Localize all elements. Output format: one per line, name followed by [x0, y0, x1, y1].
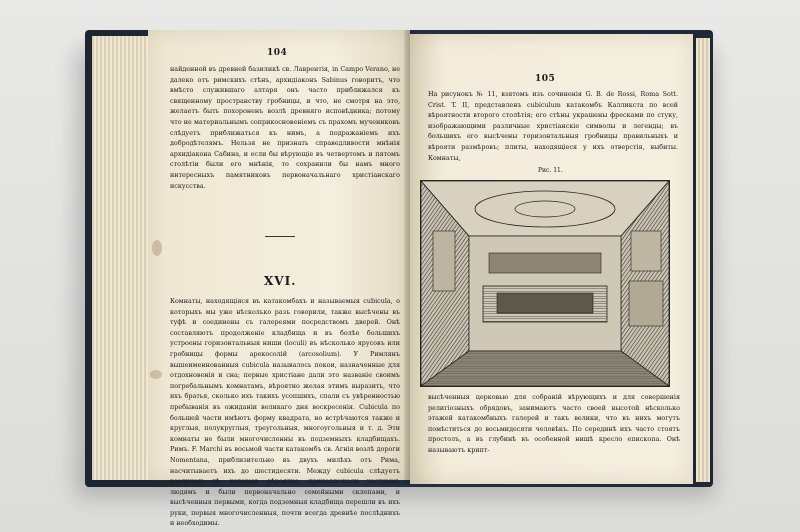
left-top-paragraph: найденной въ древней базиликѣ св. Лаврентія, in Campo Verano, не далеко отъ римскихъ стѣнъ, архидіаконъ Sabinus говоритъ, что вмѣсто служившаго алтаря онъ часто приближался къ священному пространству гробницы, и что, не смотря на это, желаетъ быть похороненъ возлѣ древняго исповѣдника; потому что не материальнымъ соприкосновеніемъ съ прахомъ мучениковъ слѣдуетъ приближаться къ нимъ, а подражаніемъ ихъ добродѣтелямъ. Нельзя не признать справедливости мнѣнія архидіакона Сабина, и если бы вѣрующіе въ четвертомъ и пятомъ столѣтіи были его мнѣнія, то сохранили бы намъ много интересныхъ памятниковъ первоначальнаго христіанскаго искусства.: [170, 65, 400, 190]
left-page: [148, 30, 410, 528]
section-heading: XVI.: [264, 274, 297, 288]
page-number-right: 105: [535, 74, 556, 84]
page-number-left: 104: [267, 48, 288, 58]
left-body-paragraph: Комнаты, находящіяся въ катакомбахъ и называемыя cubicula, о которыхъ мы уже нѣсколько разъ говорили, также высѣчены въ туфѣ и соединены съ галереями посредствомъ дверей. Онѣ составляютъ продолженіе кладбища и въ болѣе большихъ устроены горизонтальныя ниши (loculi) въ нѣсколько ярусовъ или гробницы формы арекосолій (arcosolium). У Римлянъ вышеименнованныя cubicula называлось покои, назначенные для отдохновенія и сна; первые христіане дали это названіе своимъ погребальнымъ комнатамъ, вѣроятно желая этимъ выразить, что ихъ братья, сколько ихъ такихъ усопшихъ, спали съ увѣренностью пребыванія въ ожиданіи великаго дня воскресенія. Cubicula по большей части имѣютъ форму квадрата, но встрѣчаются также и круглыя, полукруглыя, треугольныя, многоугольныя и т. д. Эти комнаты не были многочисленны въ подземныхъ кладбищахъ. Римъ. F. Marchi въ восьмой части катакомбъ св. Агнія возлѣ дороги Nomentana, приблизительно въ двухъ милѣхъ отъ Рима, насчитываетъ ихъ до шестидесяти. Между cubicula слѣдуетъ различать тѣ, которыя, вѣроятно, принадлежали частнымъ людямъ и были первоначально семейными склепами, и высѣченныя первыми, когда подземныя кладбища перешли въ ихъ руки, первыя многочисленныя, почти всегда древнѣе послѣднихъ и необходимы.: [170, 297, 400, 528]
page-stain: [152, 240, 162, 256]
right-bottom-paragraph: высѣченныя церковью для собраній вѣрующихъ и для совершенія религіозныхъ обрядовъ, занимаютъ часто своей высотой нѣсколько этажей катакомбныхъ галерей и такъ велики, что въ нихъ могутъ помѣститься до восьмидесяти человѣкъ. По серединѣ ихъ часто стоятъ простолъ, а въ глубинѣ въ особенной нишѣ кресло епископа. Онѣ называютъ крипт-: [428, 393, 680, 454]
right-page-stack: [696, 38, 710, 482]
page-stain: [150, 370, 162, 379]
section-divider: [265, 236, 295, 237]
figure-caption: Рис. 11.: [538, 167, 563, 174]
right-top-paragraph: На рисунокъ № 11, взятомъ изъ сочиненія G. B. de Rossi, Roma Sott. Crist. T. II, представленъ cubiculum катакомбъ Калликста по всей вѣроятности второго столѣтія; его стѣны украшены фресками по стуку, изображающими различные христіанскіе символы и легенды; въ большихъ его высѣчены горизонтальныя гробницы правильныхъ и вѣрояти размѣровъ; плиты, находящіеся у ихъ отверстія, выбиты. Комнаты,: [428, 90, 678, 162]
cubiculum-engraving: [420, 180, 670, 387]
left-page-stack: [92, 36, 152, 480]
